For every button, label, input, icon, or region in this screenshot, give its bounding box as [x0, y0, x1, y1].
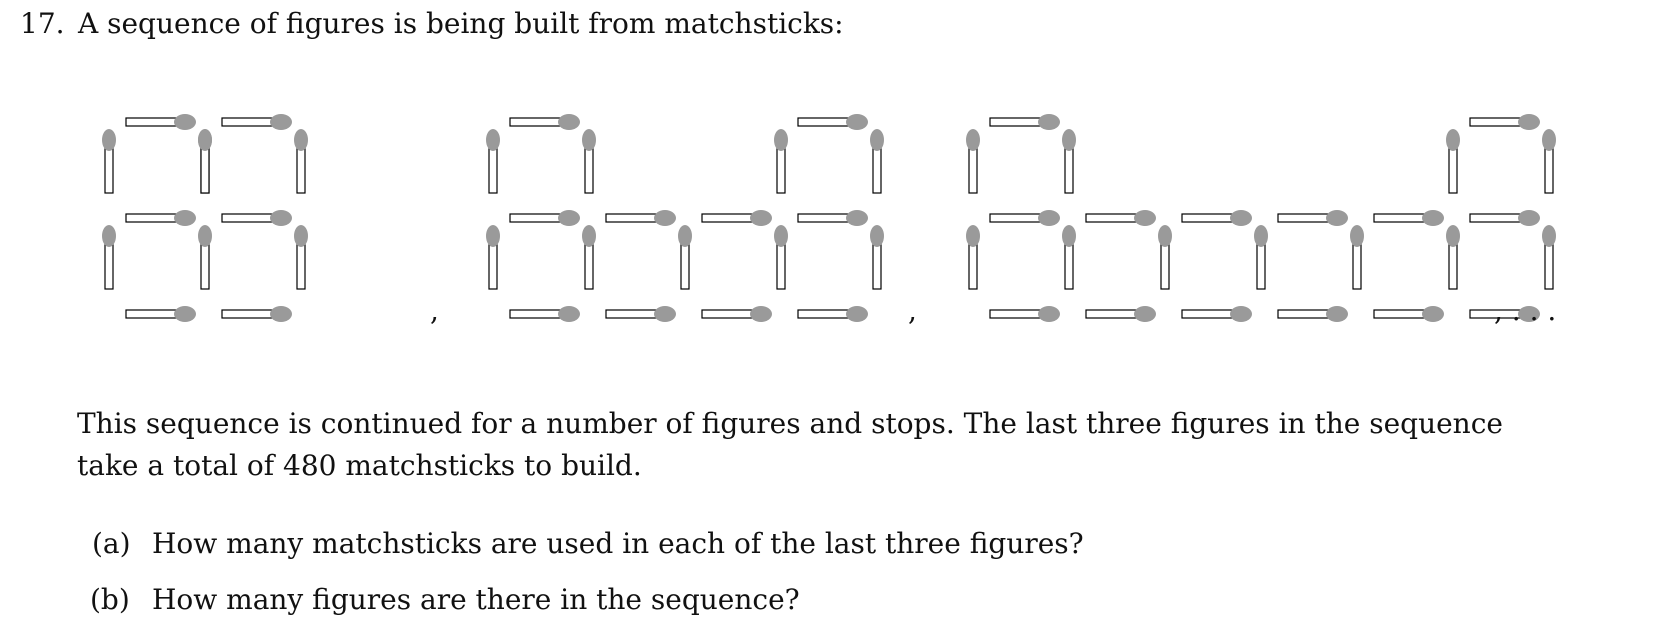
match-head: [102, 225, 116, 247]
match-head: [198, 225, 212, 247]
matchstick-vertical: [582, 129, 596, 193]
match-head: [750, 306, 772, 322]
match-head: [1326, 306, 1348, 322]
match-head: [486, 129, 500, 151]
match-head: [1542, 129, 1556, 151]
match-head: [1062, 129, 1076, 151]
matchstick-body: [126, 118, 180, 126]
matchstick-horizontal: [798, 210, 868, 226]
match-head: [294, 129, 308, 151]
match-head: [1038, 306, 1060, 322]
matchstick-body: [1086, 310, 1140, 318]
matchstick-body: [126, 310, 180, 318]
matchstick-body: [990, 310, 1044, 318]
match-head: [1230, 210, 1252, 226]
question-intro: A sequence of figures is being built from matchsticks:: [78, 7, 844, 40]
match-head: [198, 129, 212, 151]
match-head: [1350, 225, 1364, 247]
matchstick-vertical: [198, 225, 212, 289]
match-head: [558, 210, 580, 226]
matchstick-body: [126, 214, 180, 222]
matchstick-body: [1182, 214, 1236, 222]
matchstick-body: [222, 214, 276, 222]
match-head: [1134, 306, 1156, 322]
match-head: [1518, 210, 1540, 226]
matchstick-body: [1374, 310, 1428, 318]
question-a-text: How many matchsticks are used in each of the last three figures?: [152, 527, 1084, 560]
matchstick-vertical: [294, 129, 308, 193]
matchstick-body: [1470, 118, 1524, 126]
matchstick-body: [1086, 214, 1140, 222]
match-head: [966, 225, 980, 247]
matchstick-horizontal: [510, 306, 580, 322]
matchstick-horizontal: [990, 210, 1060, 226]
matchstick-vertical: [870, 129, 884, 193]
match-head: [678, 225, 692, 247]
matchstick-vertical: [774, 225, 788, 289]
match-head: [174, 306, 196, 322]
matchstick-vertical: [1542, 129, 1556, 193]
matchstick-body: [990, 118, 1044, 126]
matchstick-horizontal: [1086, 306, 1156, 322]
matchstick-vertical: [294, 225, 308, 289]
paragraph-line-2: take a total of 480 matchsticks to build.: [77, 449, 642, 482]
match-head: [294, 225, 308, 247]
matchstick-body: [702, 310, 756, 318]
paragraph-line-1: This sequence is continued for a number of figures and stops. The last three figures in the sequence: [77, 407, 1503, 440]
matchstick-body: [798, 310, 852, 318]
match-head: [102, 129, 116, 151]
matchstick-vertical: [966, 225, 980, 289]
question-b-label: (b): [90, 583, 130, 616]
matchstick-body: [1182, 310, 1236, 318]
match-head: [870, 225, 884, 247]
matchstick-vertical: [102, 225, 116, 289]
match-head: [1422, 210, 1444, 226]
matchstick-horizontal: [222, 114, 292, 130]
match-head: [1446, 129, 1460, 151]
matchstick-vertical: [1062, 129, 1076, 193]
matchstick-body: [990, 214, 1044, 222]
question-b-text: How many figures are there in the sequence?: [152, 583, 800, 616]
matchstick-horizontal: [1182, 210, 1252, 226]
matchstick-body: [798, 118, 852, 126]
matchstick-horizontal: [606, 210, 676, 226]
matchstick-body: [1470, 214, 1524, 222]
match-head: [1422, 306, 1444, 322]
matchstick-vertical: [486, 225, 500, 289]
matchstick-horizontal: [1278, 210, 1348, 226]
matchstick-body: [1278, 310, 1332, 318]
match-head: [846, 210, 868, 226]
matchstick-body: [606, 310, 660, 318]
matchstick-body: [222, 118, 276, 126]
matchstick-horizontal: [702, 210, 772, 226]
figure-separator: ,: [430, 294, 439, 327]
matchstick-vertical: [1158, 225, 1172, 289]
match-head: [1230, 306, 1252, 322]
matchstick-vertical: [1446, 225, 1460, 289]
matchstick-horizontal: [222, 210, 292, 226]
matchstick-horizontal: [1278, 306, 1348, 322]
matchstick-body: [606, 214, 660, 222]
matchstick-horizontal: [126, 114, 196, 130]
matchstick-horizontal: [510, 114, 580, 130]
match-head: [846, 114, 868, 130]
match-head: [582, 129, 596, 151]
match-head: [270, 306, 292, 322]
match-head: [1038, 210, 1060, 226]
match-head: [558, 114, 580, 130]
matchstick-horizontal: [702, 306, 772, 322]
match-head: [486, 225, 500, 247]
match-head: [774, 129, 788, 151]
matchstick-horizontal: [126, 306, 196, 322]
match-head: [774, 225, 788, 247]
match-head: [174, 210, 196, 226]
matchstick-vertical: [1350, 225, 1364, 289]
matchstick-vertical: [486, 129, 500, 193]
question-number: 17.: [20, 7, 65, 40]
match-head: [870, 129, 884, 151]
matchstick-body: [510, 214, 564, 222]
matchstick-vertical: [678, 225, 692, 289]
match-head: [966, 129, 980, 151]
matchstick-horizontal: [990, 306, 1060, 322]
matchstick-vertical: [1062, 225, 1076, 289]
match-head: [1326, 210, 1348, 226]
matchstick-horizontal: [510, 210, 580, 226]
matchstick-horizontal: [1374, 306, 1444, 322]
matchstick-horizontal: [1374, 210, 1444, 226]
matchstick-body: [222, 310, 276, 318]
match-head: [1518, 114, 1540, 130]
match-head: [1542, 225, 1556, 247]
matchstick-horizontal: [1086, 210, 1156, 226]
matchstick-horizontal: [126, 210, 196, 226]
match-head: [270, 210, 292, 226]
match-head: [846, 306, 868, 322]
matchstick-horizontal: [1470, 114, 1540, 130]
matchstick-horizontal: [990, 114, 1060, 130]
matchstick-vertical: [870, 225, 884, 289]
question-a-label: (a): [92, 527, 131, 560]
figure-separator: ,: [908, 294, 917, 327]
matchstick-body: [1278, 214, 1332, 222]
matchstick-vertical: [582, 225, 596, 289]
matchstick-vertical: [774, 129, 788, 193]
matchstick-horizontal: [1470, 210, 1540, 226]
match-head: [1038, 114, 1060, 130]
sequence-continuation: , . . .: [1494, 294, 1557, 327]
matchstick-horizontal: [1182, 306, 1252, 322]
match-head: [1134, 210, 1156, 226]
matchstick-body: [510, 310, 564, 318]
matchstick-vertical: [966, 129, 980, 193]
match-head: [654, 306, 676, 322]
matchstick-horizontal: [222, 306, 292, 322]
matchstick-body: [702, 214, 756, 222]
match-head: [1158, 225, 1172, 247]
matchstick-horizontal: [606, 306, 676, 322]
matchstick-horizontal: [798, 306, 868, 322]
matchstick-vertical: [102, 129, 116, 193]
match-head: [654, 210, 676, 226]
matchstick-vertical: [198, 129, 212, 193]
matchstick-horizontal: [798, 114, 868, 130]
matchstick-vertical: [1542, 225, 1556, 289]
matchstick-body: [510, 118, 564, 126]
match-head: [174, 114, 196, 130]
match-head: [582, 225, 596, 247]
match-head: [1254, 225, 1268, 247]
match-head: [1446, 225, 1460, 247]
matchstick-body: [798, 214, 852, 222]
match-head: [1062, 225, 1076, 247]
matchstick-vertical: [1254, 225, 1268, 289]
matchstick-body: [1374, 214, 1428, 222]
match-head: [750, 210, 772, 226]
match-head: [270, 114, 292, 130]
match-head: [558, 306, 580, 322]
matchstick-vertical: [1446, 129, 1460, 193]
